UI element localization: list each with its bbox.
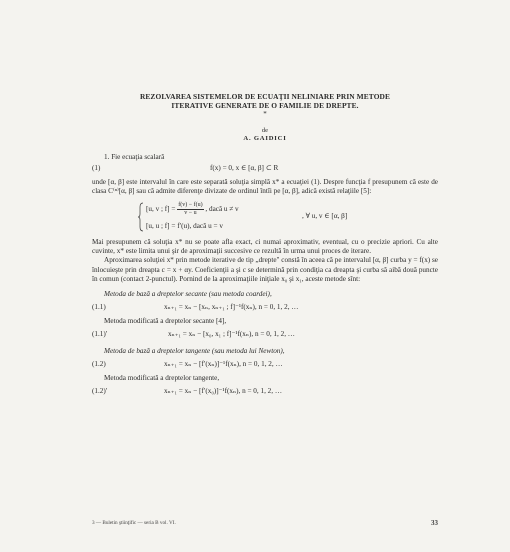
equation-1-2-body: xₙ₊₁ = xₙ − [f′(xₙ)]⁻¹f(xₙ), n = 0, 1, 2, …: [164, 360, 283, 369]
difference-quotient: [177, 202, 203, 217]
byline: de: [261, 127, 269, 134]
equation-1-1-body: xₙ₊₁ = xₙ − [xₙ, xₙ₊₁ ; f]⁻¹f(xₙ), n = 0, 1, 2, …: [164, 302, 299, 311]
equation-1-2-prime-label: (1.2)′: [92, 387, 108, 396]
author-name: A. GAIDICI: [243, 135, 287, 142]
equation-1-1-prime: [92, 330, 438, 341]
title-line-2: ITERATIVE GENERATE DE O FAMILIE DE DREPTE.: [171, 101, 359, 110]
brace-line-1-prefix: [u, v ; f] =: [146, 205, 176, 214]
equation-1-2: [92, 360, 438, 371]
brace-line-2: [u, u ; f] = f′(u), dacă u = v: [146, 222, 223, 231]
method-1-modified-title: Metoda modificată a dreptelor secante [4],: [104, 316, 227, 325]
equation-1-label: (1): [92, 164, 101, 173]
paragraph-3: Aproximarea soluţiei x* prin metode iterative de tip „drepte" constă în aceea că pe intervalul [α, β] curba y = f(x) se înlocuieşte prin dreapta c = x + αy. Coeficienţii a şi c se determină prin condiţia ca dreapta şi curba să aibă două puncte în comun (contact 2-punctul). Pornind de la aproximaţiile iniţiale x₀ şi x₁, aceste metode sînt:: [92, 256, 438, 283]
page-footer: [92, 519, 438, 527]
equation-1-body: f(x) = 0, x ∈ [α, β] ⊂ R: [210, 164, 279, 173]
equation-1-1-label: (1.1): [92, 302, 106, 311]
left-brace-icon: [138, 202, 144, 232]
brace-right-condition: , ∀ u, v ∈ [α, β]: [302, 212, 348, 221]
paragraph-1: unde [α, β] este intervalul în care este separată soluţia simplă x* a ecuaţiei (1). Despre funcţia f presupunem că este de clasa C⁽ⁿ⁾[α, β] sau că admite diferenţe divizate de ordinul întîi pe [α, β], adică există relaţiile [5]:: [92, 178, 438, 196]
paragraph-2: Mai presupunem că soluţia x* nu se poate afla exact, ci numai aproximativ, eventual, cu o precizie apriori. Cu alte cuvinte, x* este limita unui şir de aproximaţii succesive ce rezultă în urma unui proces de iterare.: [92, 238, 438, 256]
fraction-numerator: f(v) − f(u): [178, 202, 203, 209]
method-1-title: Metoda de bază a dreptelor secante (sau metoda coardei),: [104, 289, 272, 298]
page-number: 33: [431, 519, 438, 527]
article-body: [92, 92, 438, 398]
title-line-1: REZOLVAREA SISTEMELOR DE ECUAŢII NELINIARE PRIN METODE: [139, 92, 391, 101]
equation-1-2-prime: [92, 387, 438, 398]
equation-1-1-prime-label: (1.1)′: [92, 329, 108, 338]
method-2-title: Metoda de bază a dreptelor tangente (sau metoda lui Newton),: [104, 346, 285, 355]
brace-line-1: [146, 202, 239, 217]
equation-1-1-prime-body: xₙ₊₁ = xₙ − [x₀, x₁ ; f]⁻¹f(xₙ), n = 0, 1, 2, …: [168, 329, 295, 338]
article-title: [92, 92, 438, 110]
journal-reference: 3 — Buletin ştiinţific — seria B vol. VI.: [92, 520, 176, 526]
brace-line-1-condition: , dacă u ≠ v: [205, 205, 239, 214]
equation-1-2-label: (1.2): [92, 360, 106, 369]
fraction-denominator: v − u: [184, 210, 197, 217]
equation-1-2-prime-body: xₙ₊₁ = xₙ − [f′(x₀)]⁻¹f(xₙ), n = 0, 1, 2, …: [164, 387, 283, 396]
equation-1-1: [92, 303, 438, 314]
divided-difference-definition: [92, 202, 438, 232]
method-2-modified-title: Metoda modificată a dreptelor tangente,: [104, 374, 220, 383]
title-footnote-mark: *: [263, 110, 267, 118]
section-1-intro: 1. Fie ecuaţia scalară: [104, 153, 165, 161]
equation-1: [92, 164, 438, 175]
